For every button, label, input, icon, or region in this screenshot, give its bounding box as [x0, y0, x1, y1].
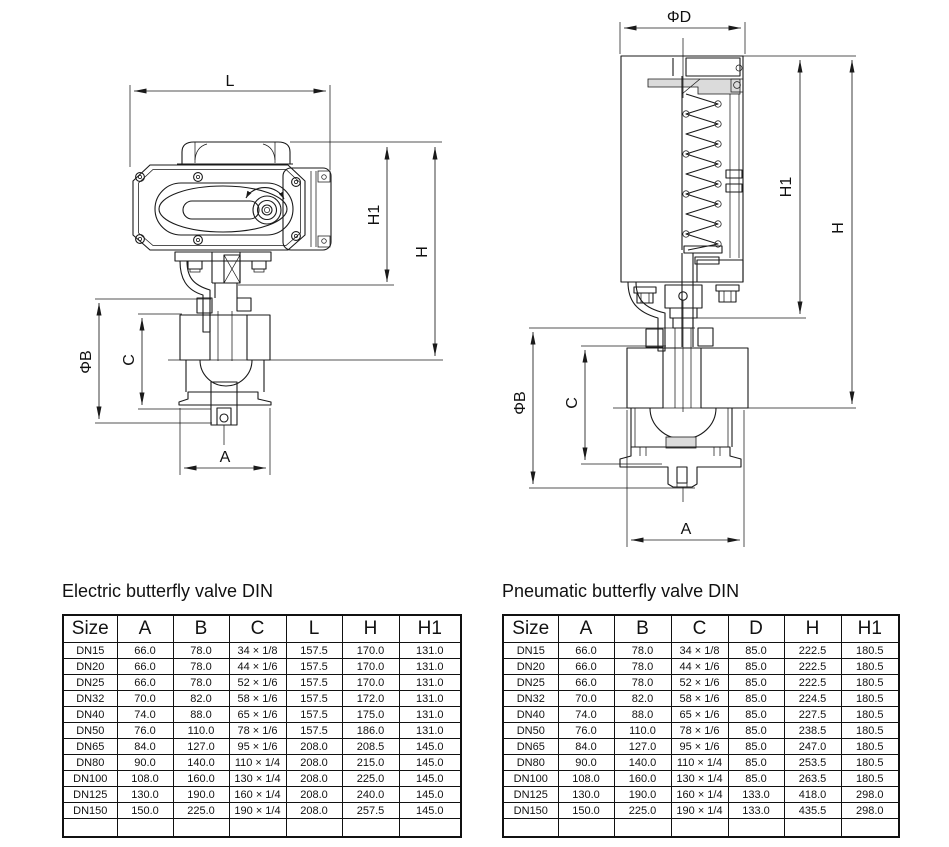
table-cell: 74.0 — [117, 707, 173, 723]
table-cell: 208.0 — [286, 803, 342, 819]
electric-valve-diagram — [0, 0, 470, 560]
dim-label-L: L — [225, 73, 235, 90]
table-cell: 140.0 — [173, 755, 229, 771]
table-cell: 78.0 — [173, 675, 229, 691]
table-cell: 180.5 — [841, 771, 899, 787]
table-cell: 157.5 — [286, 643, 342, 659]
table-cell: DN25 — [503, 675, 558, 691]
column-header: H1 — [399, 615, 461, 643]
table-cell: 222.5 — [784, 659, 841, 675]
table-cell: 66.0 — [558, 643, 614, 659]
table-cell: 52 × 1/6 — [229, 675, 286, 691]
table-cell: 84.0 — [558, 739, 614, 755]
table-cell: 170.0 — [342, 643, 399, 659]
dim-label-phiB: ΦB — [78, 350, 95, 374]
table-cell: DN32 — [63, 691, 117, 707]
table-cell: 84.0 — [117, 739, 173, 755]
table-cell: 160 × 1/4 — [229, 787, 286, 803]
table-cell — [503, 819, 558, 838]
table-cell — [671, 819, 728, 838]
table-cell: 88.0 — [173, 707, 229, 723]
dim-label-H1: H1 — [778, 176, 795, 198]
table-cell: DN20 — [63, 659, 117, 675]
table-cell: 131.0 — [399, 675, 461, 691]
column-header: C — [671, 615, 728, 643]
table-cell: 90.0 — [117, 755, 173, 771]
table-cell: DN125 — [63, 787, 117, 803]
table-cell: DN150 — [63, 803, 117, 819]
table-cell: 52 × 1/6 — [671, 675, 728, 691]
table-cell: 145.0 — [399, 755, 461, 771]
electric-valve-body — [179, 261, 271, 445]
electric-actuator — [133, 142, 331, 298]
table-cell: DN50 — [63, 723, 117, 739]
table-cell: 180.5 — [841, 643, 899, 659]
table-cell: 150.0 — [558, 803, 614, 819]
table-row — [63, 707, 461, 723]
table-cell: 222.5 — [784, 643, 841, 659]
dim-label-H: H — [830, 222, 847, 234]
table-cell: DN32 — [503, 691, 558, 707]
table-cell: 298.0 — [841, 787, 899, 803]
table-cell: 160.0 — [614, 771, 671, 787]
electric-dimensions — [78, 73, 443, 475]
column-header: A — [558, 615, 614, 643]
table-cell: 66.0 — [558, 675, 614, 691]
table-row — [63, 771, 461, 787]
table-cell: 225.0 — [173, 803, 229, 819]
table-cell: 180.5 — [841, 739, 899, 755]
table-cell: 78 × 1/6 — [229, 723, 286, 739]
table-cell: 65 × 1/6 — [229, 707, 286, 723]
electric-dimension-table — [62, 614, 462, 838]
table-cell: 34 × 1/8 — [229, 643, 286, 659]
table-cell: 225.0 — [342, 771, 399, 787]
table-cell: 66.0 — [117, 659, 173, 675]
table-cell: 127.0 — [173, 739, 229, 755]
column-header: H — [342, 615, 399, 643]
table-cell: 70.0 — [558, 691, 614, 707]
table-cell: 190 × 1/4 — [671, 803, 728, 819]
table-cell: 222.5 — [784, 675, 841, 691]
column-header: Size — [503, 615, 558, 643]
table-cell: 145.0 — [399, 771, 461, 787]
table-cell: 130 × 1/4 — [229, 771, 286, 787]
pneumatic-table-section — [502, 580, 900, 838]
table-cell: 108.0 — [117, 771, 173, 787]
table-cell: 145.0 — [399, 787, 461, 803]
table-cell: 130.0 — [117, 787, 173, 803]
column-header: D — [728, 615, 784, 643]
table-cell: 145.0 — [399, 739, 461, 755]
column-header: L — [286, 615, 342, 643]
table-cell: 85.0 — [728, 643, 784, 659]
table-cell: 130 × 1/4 — [671, 771, 728, 787]
table-row — [503, 723, 899, 739]
dim-label-C: C — [564, 397, 581, 409]
table-cell: 257.5 — [342, 803, 399, 819]
table-cell — [286, 819, 342, 838]
table-row — [63, 739, 461, 755]
table-cell: 150.0 — [117, 803, 173, 819]
table-cell: 66.0 — [117, 643, 173, 659]
table-row — [503, 803, 899, 819]
table-row — [63, 643, 461, 659]
table-cell: 70.0 — [117, 691, 173, 707]
table-cell: 180.5 — [841, 707, 899, 723]
table-cell: DN40 — [63, 707, 117, 723]
table-cell: 131.0 — [399, 659, 461, 675]
table-cell: 66.0 — [117, 675, 173, 691]
table-cell: 227.5 — [784, 707, 841, 723]
table-cell: 224.5 — [784, 691, 841, 707]
table-cell: 76.0 — [117, 723, 173, 739]
electric-table-title: Electric butterfly valve DIN — [62, 581, 274, 601]
column-header: B — [614, 615, 671, 643]
table-row — [503, 691, 899, 707]
table-cell: 58 × 1/6 — [229, 691, 286, 707]
table-cell: 435.5 — [784, 803, 841, 819]
table-row — [503, 755, 899, 771]
table-cell: DN65 — [503, 739, 558, 755]
table-cell: 127.0 — [614, 739, 671, 755]
table-cell: 190 × 1/4 — [229, 803, 286, 819]
table-row — [63, 723, 461, 739]
table-cell: 34 × 1/8 — [671, 643, 728, 659]
table-cell — [728, 819, 784, 838]
table-cell: 78.0 — [173, 643, 229, 659]
table-cell: 157.5 — [286, 691, 342, 707]
table-cell: 85.0 — [728, 675, 784, 691]
table-cell: 190.0 — [173, 787, 229, 803]
table-cell: 85.0 — [728, 691, 784, 707]
column-header: A — [117, 615, 173, 643]
table-cell: 225.0 — [614, 803, 671, 819]
table-cell: 157.5 — [286, 659, 342, 675]
table-cell: 240.0 — [342, 787, 399, 803]
table-cell: 170.0 — [342, 659, 399, 675]
table-cell: 215.0 — [342, 755, 399, 771]
table-cell: 58 × 1/6 — [671, 691, 728, 707]
table-cell: 82.0 — [173, 691, 229, 707]
table-cell: DN15 — [503, 643, 558, 659]
electric-table-section — [62, 580, 462, 838]
table-cell: 180.5 — [841, 675, 899, 691]
table-cell: 180.5 — [841, 659, 899, 675]
table-cell: 247.0 — [784, 739, 841, 755]
dim-label-H1: H1 — [366, 204, 383, 226]
column-header: C — [229, 615, 286, 643]
table-row — [63, 675, 461, 691]
table-cell: 130.0 — [558, 787, 614, 803]
table-cell: 78.0 — [173, 659, 229, 675]
table-cell: 208.0 — [286, 787, 342, 803]
table-cell: 238.5 — [784, 723, 841, 739]
table-cell: 85.0 — [728, 707, 784, 723]
table-cell: 253.5 — [784, 755, 841, 771]
table-cell: 208.0 — [286, 755, 342, 771]
table-cell — [63, 819, 117, 838]
table-row — [503, 643, 899, 659]
table-cell — [841, 819, 899, 838]
table-cell: 180.5 — [841, 723, 899, 739]
table-cell: 208.5 — [342, 739, 399, 755]
table-cell: 85.0 — [728, 723, 784, 739]
dim-label-A: A — [680, 521, 692, 538]
table-cell: 133.0 — [728, 803, 784, 819]
table-cell: 110 × 1/4 — [229, 755, 286, 771]
table-cell: DN15 — [63, 643, 117, 659]
table-cell: 85.0 — [728, 659, 784, 675]
table-cell: 74.0 — [558, 707, 614, 723]
spring-coil-sections — [683, 101, 721, 247]
table-cell: 131.0 — [399, 643, 461, 659]
table-row — [63, 691, 461, 707]
table-cell: 90.0 — [558, 755, 614, 771]
pneumatic-table-title: Pneumatic butterfly valve DIN — [502, 581, 740, 601]
table-cell: 418.0 — [784, 787, 841, 803]
column-header: H1 — [841, 615, 899, 643]
table-cell: 85.0 — [728, 755, 784, 771]
table-cell: DN80 — [503, 755, 558, 771]
table-cell: 157.5 — [286, 675, 342, 691]
table-row — [63, 659, 461, 675]
table-cell: DN125 — [503, 787, 558, 803]
table-cell: 95 × 1/6 — [229, 739, 286, 755]
table-cell: 131.0 — [399, 707, 461, 723]
table-cell: 172.0 — [342, 691, 399, 707]
table-cell: 186.0 — [342, 723, 399, 739]
dim-label-A: A — [219, 449, 231, 466]
table-cell: 131.0 — [399, 723, 461, 739]
table-cell: 110.0 — [614, 723, 671, 739]
table-row — [63, 819, 461, 838]
table-cell: 208.0 — [286, 771, 342, 787]
table-cell: 263.5 — [784, 771, 841, 787]
table-row — [63, 803, 461, 819]
column-header: B — [173, 615, 229, 643]
table-cell: 140.0 — [614, 755, 671, 771]
table-cell: 160 × 1/4 — [671, 787, 728, 803]
table-cell: DN20 — [503, 659, 558, 675]
table-row — [63, 787, 461, 803]
table-row — [503, 675, 899, 691]
table-cell: 208.0 — [286, 739, 342, 755]
table-cell: 175.0 — [342, 707, 399, 723]
column-header: H — [784, 615, 841, 643]
table-cell: DN150 — [503, 803, 558, 819]
table-cell: 88.0 — [614, 707, 671, 723]
table-cell: 78.0 — [614, 643, 671, 659]
table-cell: 78.0 — [614, 659, 671, 675]
table-cell: 85.0 — [728, 739, 784, 755]
pneumatic-valve-diagram — [470, 0, 949, 560]
table-cell: 66.0 — [558, 659, 614, 675]
table-cell: 82.0 — [614, 691, 671, 707]
table-cell — [117, 819, 173, 838]
table-cell — [173, 819, 229, 838]
table-cell: 85.0 — [728, 771, 784, 787]
table-cell — [614, 819, 671, 838]
table-cell: 131.0 — [399, 691, 461, 707]
table-cell: 190.0 — [614, 787, 671, 803]
table-cell: 110.0 — [173, 723, 229, 739]
header-row — [63, 615, 461, 643]
pneumatic-dimensions — [512, 9, 856, 547]
table-cell: 157.5 — [286, 723, 342, 739]
table-cell: DN40 — [503, 707, 558, 723]
column-header: Size — [63, 615, 117, 643]
table-cell: 44 × 1/6 — [229, 659, 286, 675]
table-cell: 108.0 — [558, 771, 614, 787]
table-row — [503, 771, 899, 787]
table-cell: 298.0 — [841, 803, 899, 819]
table-cell: 145.0 — [399, 803, 461, 819]
dim-label-C: C — [121, 354, 138, 366]
table-cell: 95 × 1/6 — [671, 739, 728, 755]
table-cell: 78.0 — [614, 675, 671, 691]
table-cell: DN80 — [63, 755, 117, 771]
table-cell: DN25 — [63, 675, 117, 691]
table-cell: 78 × 1/6 — [671, 723, 728, 739]
table-cell: 76.0 — [558, 723, 614, 739]
table-cell — [342, 819, 399, 838]
header-row — [503, 615, 899, 643]
table-cell — [784, 819, 841, 838]
table-cell: DN100 — [503, 771, 558, 787]
pneumatic-valve-body — [620, 282, 748, 502]
table-cell: 157.5 — [286, 707, 342, 723]
table-cell: 180.5 — [841, 691, 899, 707]
table-cell: 180.5 — [841, 755, 899, 771]
table-cell — [399, 819, 461, 838]
dim-label-phiB: ΦB — [512, 391, 529, 415]
table-cell — [558, 819, 614, 838]
table-cell: 170.0 — [342, 675, 399, 691]
table-cell: 133.0 — [728, 787, 784, 803]
table-row — [503, 739, 899, 755]
table-cell: 110 × 1/4 — [671, 755, 728, 771]
table-cell — [229, 819, 286, 838]
pneumatic-actuator — [621, 56, 743, 347]
table-row — [503, 819, 899, 838]
table-cell: 65 × 1/6 — [671, 707, 728, 723]
table-row — [63, 755, 461, 771]
table-cell: DN65 — [63, 739, 117, 755]
table-row — [503, 707, 899, 723]
pneumatic-dimension-table — [502, 614, 900, 838]
table-row — [503, 659, 899, 675]
table-row — [503, 787, 899, 803]
table-cell: DN50 — [503, 723, 558, 739]
dim-label-H: H — [414, 246, 431, 258]
table-cell: 160.0 — [173, 771, 229, 787]
table-cell: 44 × 1/6 — [671, 659, 728, 675]
dim-label-phiD: ΦD — [666, 9, 692, 26]
table-cell: DN100 — [63, 771, 117, 787]
